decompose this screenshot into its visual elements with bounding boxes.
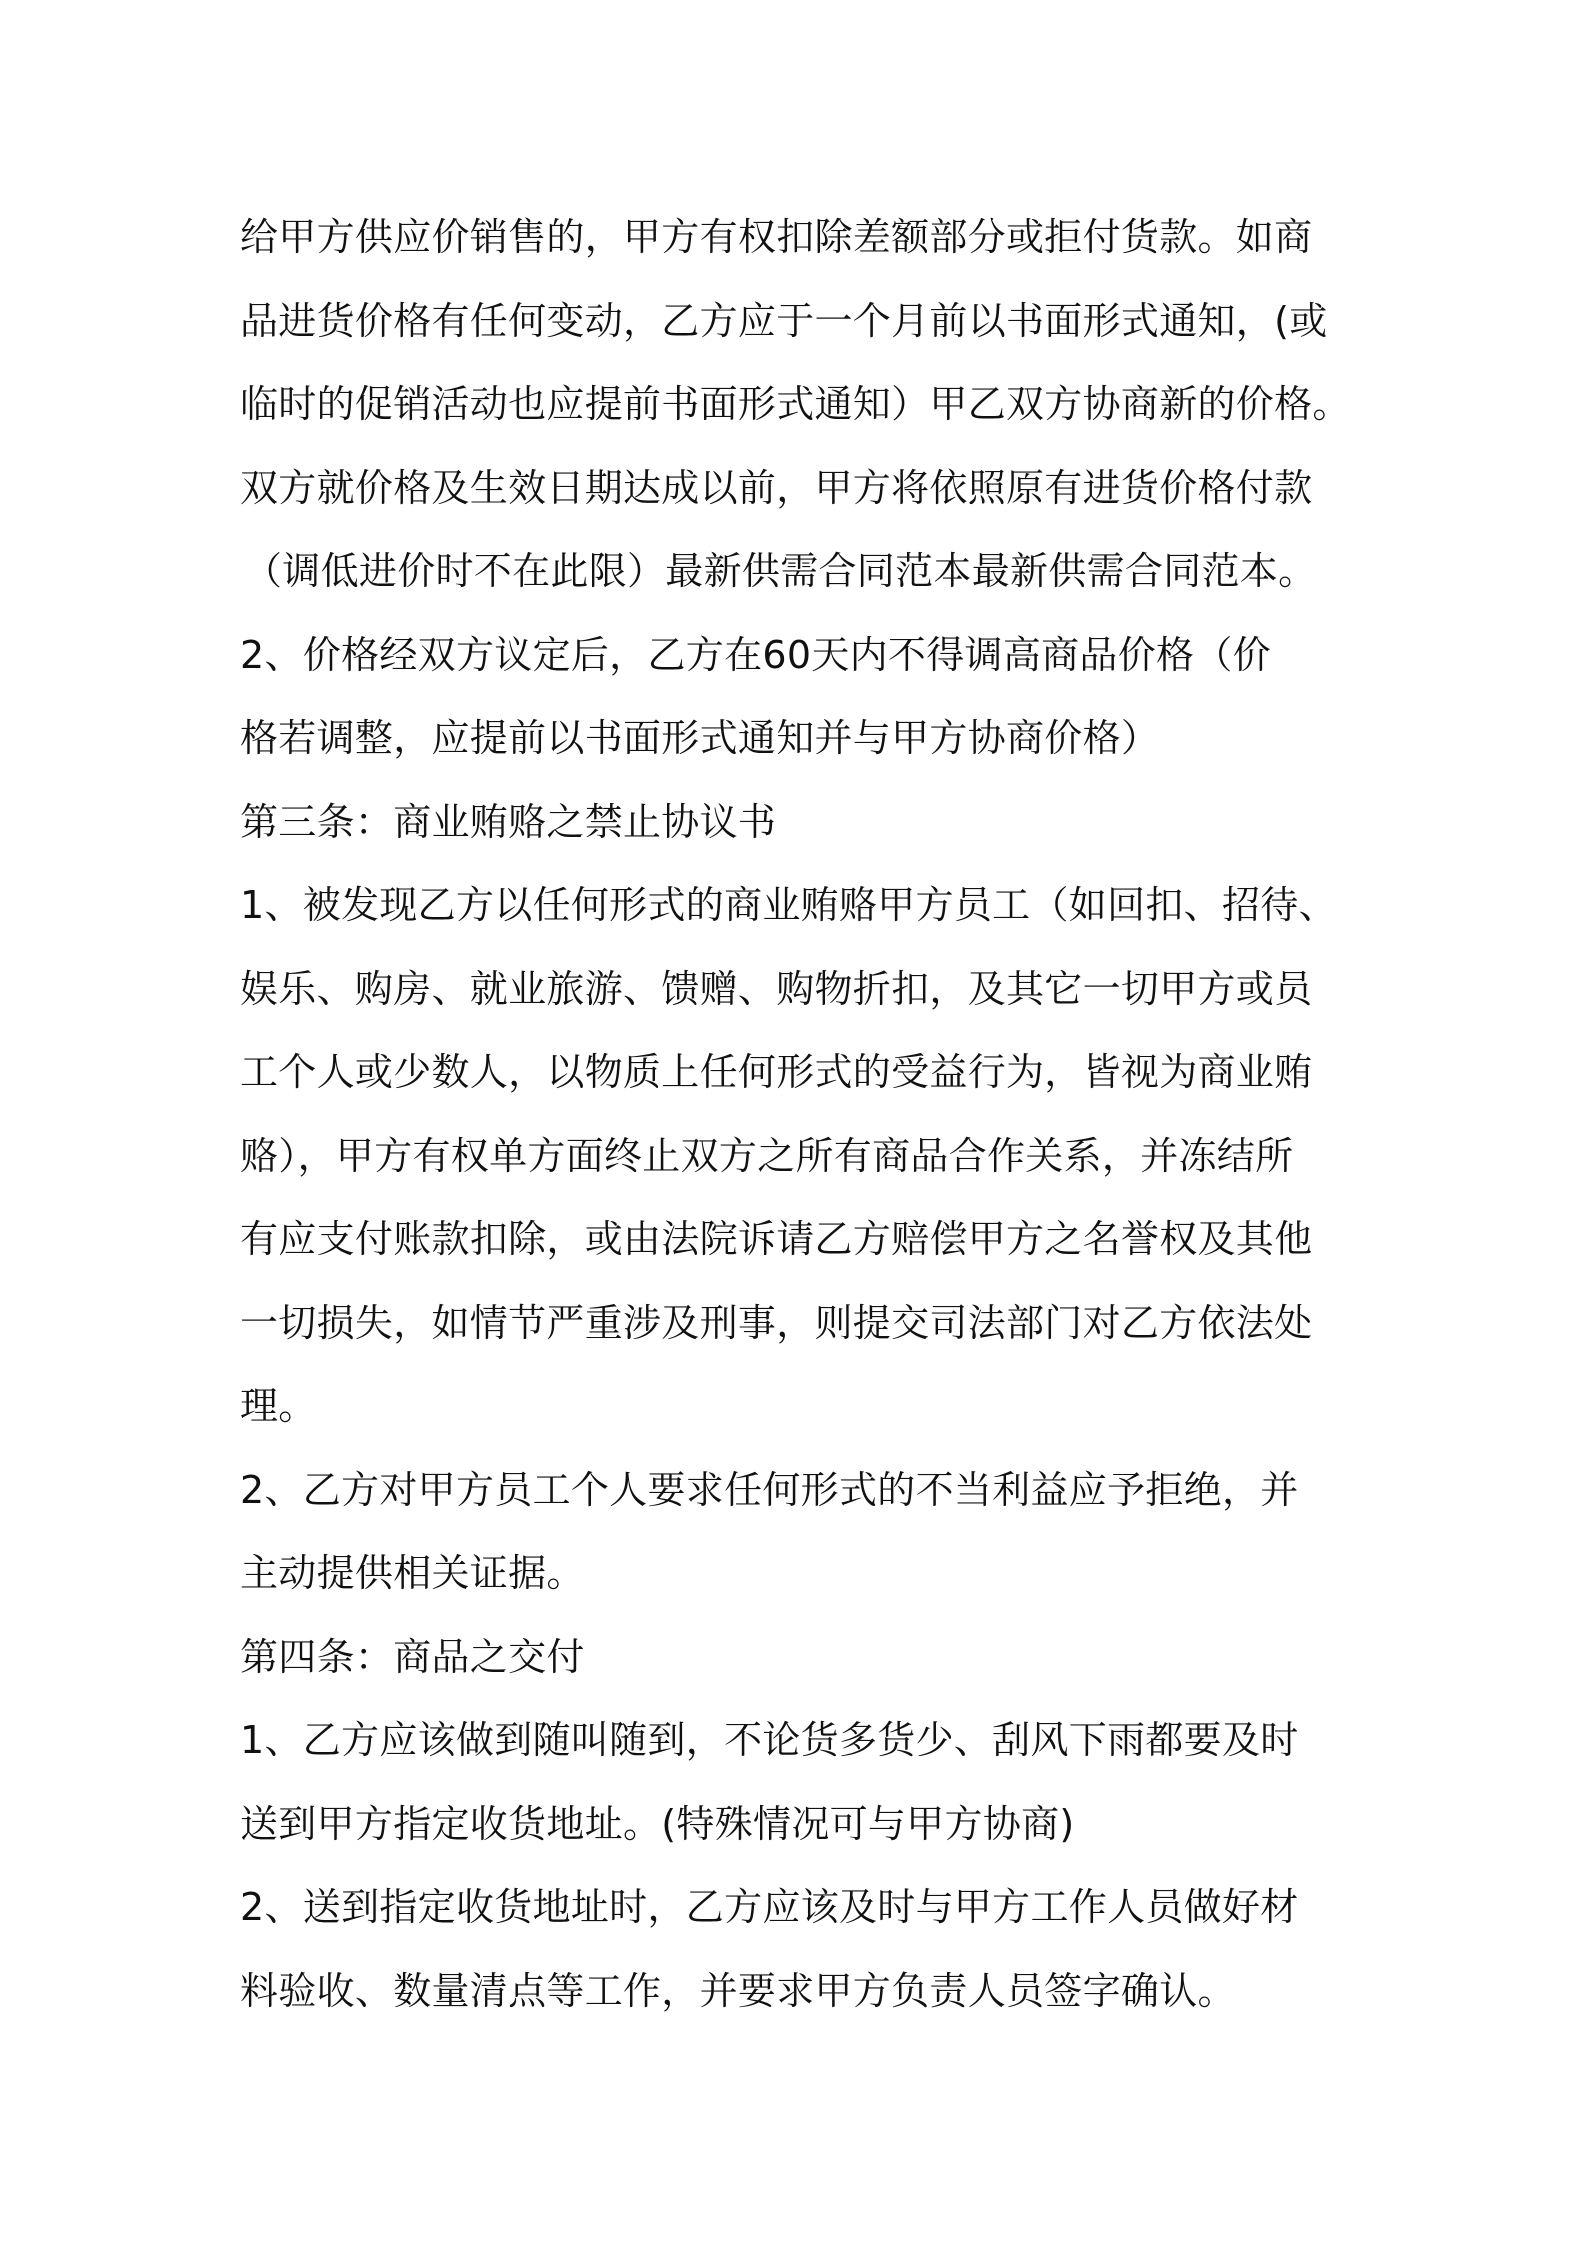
section-heading-article-3: 第三条：商业贿赂之禁止协议书 xyxy=(240,799,777,844)
text-line: 双方就价格及生效日期达成以前，甲方将依照原有进货价格付款 xyxy=(240,465,1313,510)
text-line: 娱乐、购房、就业旅游、馈赠、购物折扣，及其它一切甲方或员 xyxy=(240,966,1313,1011)
text-line: 品进货价格有任何变动，乙方应于一个月前以书面形式通知，(或 xyxy=(240,298,1328,343)
text-line: 2、送到指定收货地址时，乙方应该及时与甲方工作人员做好材 xyxy=(240,1885,1299,1929)
text-line: 主动提供相关证据。 xyxy=(240,1551,585,1595)
text-line: 送到甲方指定收货地址。(特殊情况可与甲方协商) xyxy=(240,1801,1075,1846)
text-line: 一切损失，如情节严重涉及刑事，则提交司法部门对乙方依法处 xyxy=(240,1300,1313,1345)
text-line: 理。 xyxy=(240,1384,317,1428)
text-line: 工个人或少数人，以物质上任何形式的受益行为，皆视为商业贿 xyxy=(240,1050,1313,1094)
text-line: 格若调整，应提前以书面形式通知并与甲方协商价格） xyxy=(240,716,1160,760)
section-heading-article-4: 第四条：商品之交付 xyxy=(240,1634,585,1679)
text-line: 1、乙方应该做到随叫随到，不论货多货少、刮风下雨都要及时 xyxy=(240,1718,1299,1762)
text-line: 给甲方供应价销售的，甲方有权扣除差额部分或拒付货款。如商 xyxy=(240,215,1313,259)
text-line: 有应支付账款扣除，或由法院诉请乙方赔偿甲方之名誉权及其他 xyxy=(240,1217,1313,1261)
text-line: 1、被发现乙方以任何形式的商业贿赂甲方员工（如回扣、招待、 xyxy=(240,883,1337,927)
text-line: 临时的促销活动也应提前书面形式通知）甲乙双方协商新的价格。 xyxy=(240,382,1351,426)
document-body xyxy=(240,196,1390,2033)
text-line: 2、价格经双方议定后，乙方在60天内不得调高商品价格（价 xyxy=(240,632,1271,677)
text-line: （调低进价时不在此限）最新供需合同范本最新供需合同范本。 xyxy=(244,549,1317,593)
text-line: 2、乙方对甲方员工个人要求任何形式的不当利益应予拒绝，并 xyxy=(240,1467,1299,1512)
text-line: 料验收、数量清点等工作，并要求甲方负责人员签字确认。 xyxy=(240,1968,1236,2013)
text-line: 赂），甲方有权单方面终止双方之所有商品合作关系，并冻结所 xyxy=(240,1133,1294,1178)
